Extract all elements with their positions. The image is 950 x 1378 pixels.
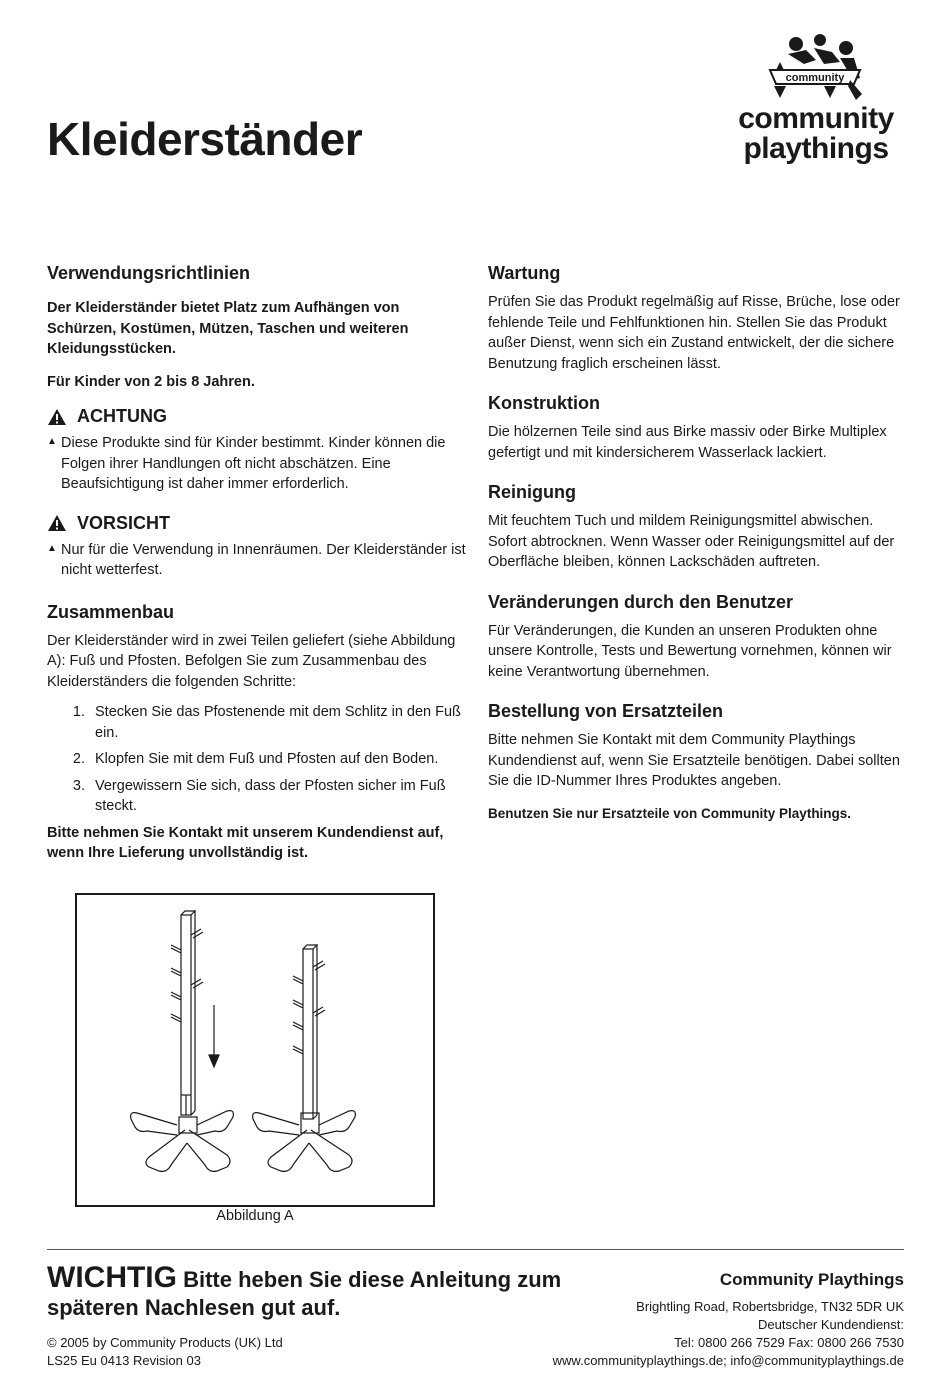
step-number: 3. (72, 777, 85, 794)
list-item (47, 702, 467, 743)
warning-triangle-icon (47, 408, 67, 426)
vorsicht-heading (47, 513, 467, 534)
ersatzteile-note: Benutzen Sie nur Ersatzteile von Community Playthings. (488, 805, 852, 821)
step-number: 2. (72, 751, 85, 767)
ersatzteile-text: Bitte nehmen Sie Kontakt mit dem Community Playthings Kundendienst auf, wenn Sie Ersatzteile benötigen. Dabei sollten Sie die ID-Nummer Ihres Produktes angeben. (488, 732, 900, 789)
assembly-intro: Der Kleiderständer wird in zwei Teilen geliefert (siehe Abbildung A): Fuß und Pfosten. Befolgen Sie zum Zusammenbau des Kleiderständers die folgenden Schritte: (47, 632, 456, 690)
veraenderungen-heading: Veränderungen durch den Benutzer (488, 591, 794, 612)
usage-heading: Verwendungsrichtlinien (47, 263, 251, 283)
company-name: Community Playthings (719, 1270, 904, 1289)
achtung-item (47, 433, 467, 495)
assembly-figure (75, 893, 435, 1207)
copyright-block (47, 1334, 283, 1370)
left-column (47, 262, 467, 864)
company-contact (553, 1270, 904, 1370)
ersatzteile-heading: Bestellung von Ersatzteilen (488, 701, 724, 721)
veraenderungen-text: Für Veränderungen, die Kunden an unseren Produkten ohne unsere Kontrolle, Tests und Bewertung vornehmen, können wir keine Verantwortung übernehmen. (488, 622, 892, 680)
coat-rack-illustration (77, 895, 433, 1205)
wartung-heading: Wartung (488, 263, 561, 283)
reinigung-text: Mit feuchtem Tuch und mildem Reinigungsmittel abwischen. Sofort abtrocknen. Wenn Wasser oder Reinigungsmittel auf der Oberfläche bleiben, können Lackschäden auftreten. (488, 513, 895, 570)
step-number: 1. (72, 704, 85, 720)
reinigung-heading: Reinigung (488, 482, 576, 502)
figure-caption: Abbildung A (216, 1208, 294, 1224)
step-text: Stecken Sie das Pfostenende mit dem Schlitz in den Fuß ein. (95, 704, 461, 741)
right-column (488, 262, 908, 824)
vorsicht-text: Nur für die Verwendung in Innenräumen. Der Kleiderständer ist nicht wetterfest. (61, 541, 466, 578)
usage-intro: Der Kleiderständer bietet Platz zum Aufhängen von Schürzen, Kostümen, Mützen, Taschen und weiteren Kleidungsstücken. (47, 300, 409, 357)
achtung-text: Diese Produkte sind für Kinder bestimmt. Kinder können die Folgen ihrer Handlungen oft nicht abschätzen. Eine Beaufsichtigung ist daher immer erforderlich. (61, 435, 446, 492)
page-title: Kleiderständer (47, 113, 363, 165)
warning-triangle-icon (47, 514, 67, 532)
vorsicht-item (47, 540, 467, 581)
children-playing-logo (728, 34, 908, 106)
konstruktion-heading: Konstruktion (488, 393, 600, 413)
age-range: Für Kinder von 2 bis 8 Jahren. (47, 373, 255, 390)
step-text: Klopfen Sie mit dem Fuß und Pfosten auf den Boden. (95, 751, 439, 767)
achtung-heading (47, 406, 467, 427)
company-address: Brightling Road, Robertsbridge, TN32 5DR UK (636, 1299, 904, 1314)
bullet-triangle-icon: ▲ (47, 436, 57, 447)
logo-badge-text: community (785, 72, 845, 84)
achtung-label: ACHTUNG (77, 406, 167, 426)
important-notice (47, 1261, 627, 1322)
bullet-triangle-icon: ▲ (47, 542, 57, 554)
important-text: Bitte heben Sie diese Anleitung zum späteren Nachlesen gut auf. (47, 1267, 562, 1320)
important-label: WICHTIG (47, 1261, 177, 1294)
copyright-text: © 2005 by Community Products (UK) Ltd (47, 1335, 283, 1350)
konstruktion-text: Die hölzernen Teile sind aus Birke massiv oder Birke Multiplex gefertigt und mit kindersicherem Wasserlack lackiert. (488, 424, 887, 461)
footer-divider (47, 1249, 904, 1250)
logo-word-playthings: playthings (743, 132, 889, 165)
company-logo (728, 34, 908, 169)
logo-word-community: community (738, 102, 894, 135)
web-email: www.communityplaythings.de; info@communityplaythings.de (552, 1353, 904, 1368)
wartung-text: Prüfen Sie das Produkt regelmäßig auf Risse, Brüche, lose oder fehlende Teile und Fehlfunktionen hin. Stellen Sie das Produkt außer Dienst, wenn sich ein Zustand entwickelt, der die sichere Benutzung fraglich erscheinen lässt. (488, 294, 900, 372)
step-text: Vergewissern Sie sich, dass der Pfosten sicher im Fuß steckt. (95, 777, 446, 814)
phone-fax: Tel: 0800 266 7529 Fax: 0800 266 7530 (674, 1335, 904, 1350)
list-item (47, 749, 467, 770)
customer-service-label: Deutscher Kundendienst: (758, 1317, 904, 1332)
assembly-steps (47, 702, 467, 817)
contact-note: Bitte nehmen Sie Kontakt mit unserem Kundendienst auf, wenn Ihre Lieferung unvollständig ist. (47, 824, 444, 861)
vorsicht-label: VORSICHT (77, 512, 171, 533)
revision-text: LS25 Eu 0413 Revision 03 (47, 1353, 201, 1368)
list-item (47, 776, 467, 817)
assembly-heading: Zusammenbau (47, 601, 175, 622)
